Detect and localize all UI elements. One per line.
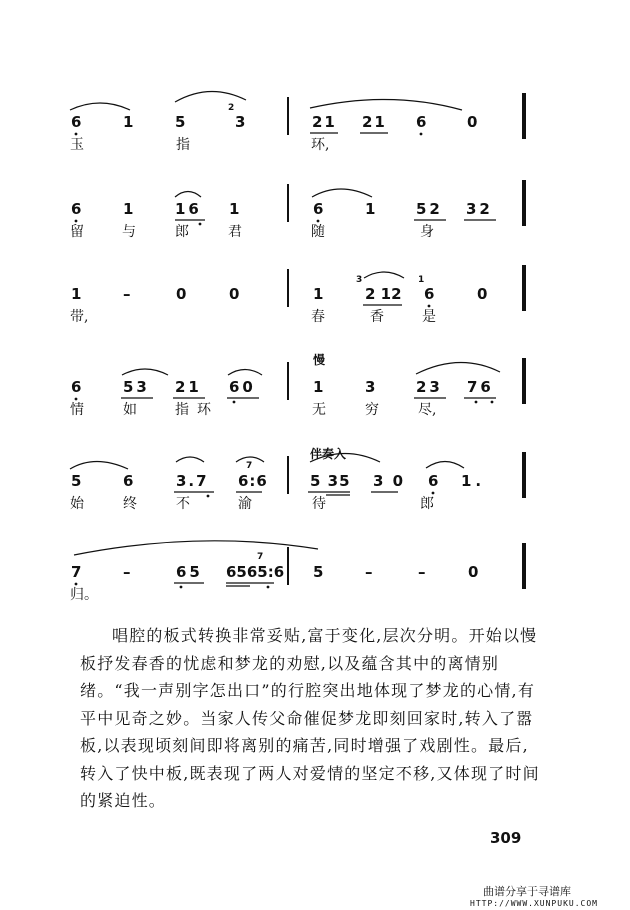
grace-note: 7: [257, 552, 264, 562]
bar-line: [522, 543, 526, 589]
lyric: 不: [176, 496, 190, 512]
slur: [175, 192, 201, 198]
lyric: 始: [70, 496, 84, 512]
bar-line: [287, 547, 289, 585]
note: 0: [467, 113, 478, 131]
slur: [426, 462, 464, 469]
lyric: 君: [228, 224, 242, 240]
note: 0: [468, 563, 479, 581]
bar-line: [522, 180, 526, 226]
note: 21: [312, 113, 337, 131]
lyric: 随: [311, 224, 325, 240]
note: 53: [123, 378, 150, 396]
lyric: 指: [176, 137, 190, 153]
octave-dot: [180, 586, 183, 589]
section-label: 伴奏入: [310, 447, 347, 461]
note: 6: [428, 472, 439, 490]
octave-dot: [75, 583, 78, 586]
lyric: 留: [70, 224, 84, 240]
octave-dot: [491, 401, 494, 404]
note: 1: [313, 378, 324, 396]
slur: [74, 541, 318, 555]
lyric: 如: [123, 402, 137, 418]
bar-line: [287, 184, 289, 222]
note: 6: [424, 285, 435, 303]
note: 7: [71, 563, 82, 581]
slur: [228, 370, 262, 376]
note: 1: [123, 113, 134, 131]
bar-line: [287, 362, 289, 400]
octave-dot: [475, 401, 478, 404]
note: 3 0: [373, 472, 406, 490]
lyric: 是: [422, 309, 436, 325]
slur: [364, 272, 404, 278]
bar-line: [522, 93, 526, 139]
slur: [122, 369, 168, 375]
slur: [312, 189, 372, 197]
lyric: 尽,: [418, 402, 437, 418]
note: 0: [176, 285, 187, 303]
slur: [175, 91, 246, 102]
slur: [416, 362, 500, 374]
lyric: 与: [122, 224, 136, 240]
slur: [70, 462, 128, 470]
commentary-text: 唱腔的板式转换非常妥贴,富于变化,层次分明。开始以慢板抒发春香的忧虑和梦龙的劝慰,以及蕴含其中的离情别绪。“我一声别字怎出口”的行腔突出地体现了梦龙的心情,有平中见奇之妙。当家人传父命催促梦龙即刻回家时,转入了嚣板,以表现顷刻间即将离别的痛苦,同时增强了戏剧性。最后,转入了快中板,既表现了两人对爱情的坚定不移,又体现了时间的紧迫性。: [80, 626, 540, 810]
octave-dot: [267, 586, 270, 589]
note: 3: [235, 113, 246, 131]
note: 1: [313, 285, 324, 303]
note: –: [123, 285, 131, 303]
grace-note: 7: [246, 461, 253, 471]
lyric: 指环: [175, 402, 219, 418]
slur: [176, 457, 204, 462]
note: 6: [71, 200, 82, 218]
tempo-mark: 慢: [313, 353, 326, 367]
lyric: 郎: [175, 224, 189, 240]
bar-line: [287, 456, 289, 494]
slur: [70, 103, 130, 110]
note: 16: [175, 200, 202, 218]
lyric: 玉: [70, 137, 84, 153]
slur: [310, 99, 462, 110]
lyric: 香: [370, 309, 384, 325]
note: 0: [477, 285, 488, 303]
grace-note: 1: [418, 275, 425, 285]
lyric: 待: [312, 496, 326, 512]
note: –: [123, 563, 131, 581]
octave-dot: [432, 492, 435, 495]
octave-dot: [428, 305, 431, 308]
lyric: 身: [420, 224, 434, 240]
octave-dot: [233, 401, 236, 404]
commentary-paragraph: [80, 622, 540, 815]
lyric: 终: [123, 496, 137, 512]
note: 60: [229, 378, 256, 396]
note: 1: [71, 285, 82, 303]
lyric: 郎: [420, 496, 434, 512]
note: 3.7: [176, 472, 209, 490]
note: 21: [175, 378, 202, 396]
note: 32: [466, 200, 493, 218]
note: 6: [71, 378, 82, 396]
note: 1.: [461, 472, 486, 490]
bar-line: [287, 97, 289, 135]
lyric: 春: [311, 309, 325, 325]
note: –: [418, 563, 426, 581]
octave-dot: [199, 223, 202, 226]
note: 6: [123, 472, 134, 490]
note: 52: [416, 200, 443, 218]
note: 5: [175, 113, 186, 131]
lyric: 环,: [311, 137, 330, 153]
note: 5 35: [310, 472, 351, 490]
bar-line: [287, 269, 289, 307]
bar-line: [522, 452, 526, 498]
note: 1: [229, 200, 240, 218]
octave-dot: [75, 220, 78, 223]
lyric: 情: [70, 402, 84, 418]
lyric: 无: [312, 402, 326, 418]
lyric: 穷: [365, 402, 379, 418]
octave-dot: [75, 398, 78, 401]
note: 6565:6: [226, 563, 285, 581]
lyric: 带,: [70, 309, 89, 325]
bar-line: [522, 358, 526, 404]
octave-dot: [317, 220, 320, 223]
note: 3: [365, 378, 376, 396]
note: 1: [365, 200, 376, 218]
note: 65: [176, 563, 203, 581]
note: 5: [71, 472, 82, 490]
note: 76: [467, 378, 494, 396]
note: –: [365, 563, 373, 581]
bar-line: [522, 265, 526, 311]
note: 23: [416, 378, 443, 396]
note: 1: [123, 200, 134, 218]
note: 6: [313, 200, 324, 218]
lyric: 渝: [238, 496, 252, 512]
watermark-text: 曲谱分享于寻谱库: [483, 885, 571, 898]
lyric: 归。: [70, 587, 98, 603]
note: 21: [362, 113, 387, 131]
note: 0: [229, 285, 240, 303]
watermark-url: HTTP://WWW.XUNPUKU.COM: [470, 899, 598, 908]
note: 6: [416, 113, 427, 131]
note: 6: [71, 113, 82, 131]
note: 2 12: [365, 285, 402, 303]
note: 6:6: [238, 472, 268, 490]
grace-note: 3: [356, 275, 363, 285]
octave-dot: [75, 133, 78, 136]
octave-dot: [207, 495, 210, 498]
grace-note: 2: [228, 103, 235, 113]
page-number: 309: [490, 829, 522, 847]
note: 5: [313, 563, 324, 581]
octave-dot: [420, 133, 423, 136]
